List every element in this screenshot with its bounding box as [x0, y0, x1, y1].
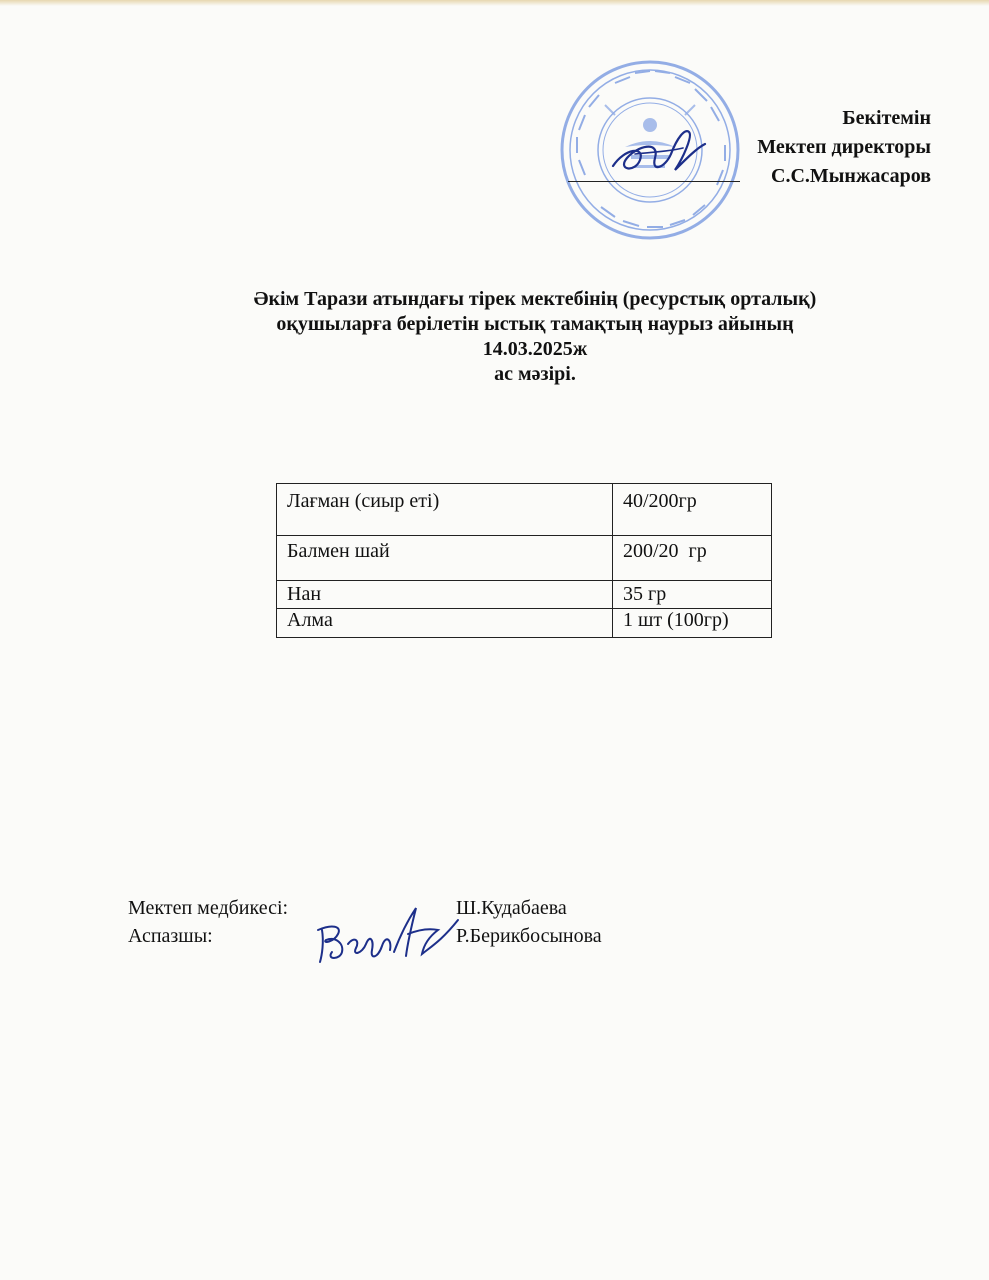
title-line-2: оқушыларға берілетін ыстық тамақтың наурыз айының	[276, 313, 794, 335]
approval-heading: Бекітемін	[842, 107, 931, 129]
menu-item-cell: Балмен шай	[277, 536, 613, 581]
title-line-1: Әкім Тарази атындағы тірек мектебінің (ресурстық орталық)	[253, 288, 817, 310]
nurse-name: Ш.Кудабаева	[456, 897, 567, 919]
menu-item-cell: Лағман (сиыр еті)	[277, 484, 613, 536]
title-date: 14.03.2025ж	[482, 338, 588, 360]
menu-item-cell: Нан	[277, 581, 613, 609]
document-title	[0, 287, 989, 387]
director-signature-line	[568, 181, 740, 182]
approval-position: Мектеп директоры	[757, 136, 931, 158]
approval-director-name: С.С.Мынжасаров	[771, 165, 931, 187]
director-signature	[605, 118, 715, 188]
page-top-edge	[0, 0, 989, 6]
table-row	[277, 581, 772, 609]
menu-qty-cell: 1 шт (100гр)	[613, 609, 772, 638]
nurse-label: Мектеп медбикесі:	[128, 897, 289, 919]
menu-item-cell: Алма	[277, 609, 613, 638]
approval-block	[757, 104, 931, 191]
cook-label: Аспазшы:	[128, 925, 213, 947]
table-row	[277, 609, 772, 638]
menu-qty-cell: 35 гр	[613, 581, 772, 609]
menu-table	[276, 483, 772, 638]
table-row	[277, 484, 772, 536]
title-line-4: ас мәзірі.	[494, 363, 576, 385]
cook-signature	[312, 900, 462, 970]
table-row	[277, 536, 772, 581]
menu-qty-cell: 40/200гр	[613, 484, 772, 536]
cook-name: Р.Берикбосынова	[456, 925, 602, 947]
menu-qty-cell: 200/20 гр	[613, 536, 772, 581]
